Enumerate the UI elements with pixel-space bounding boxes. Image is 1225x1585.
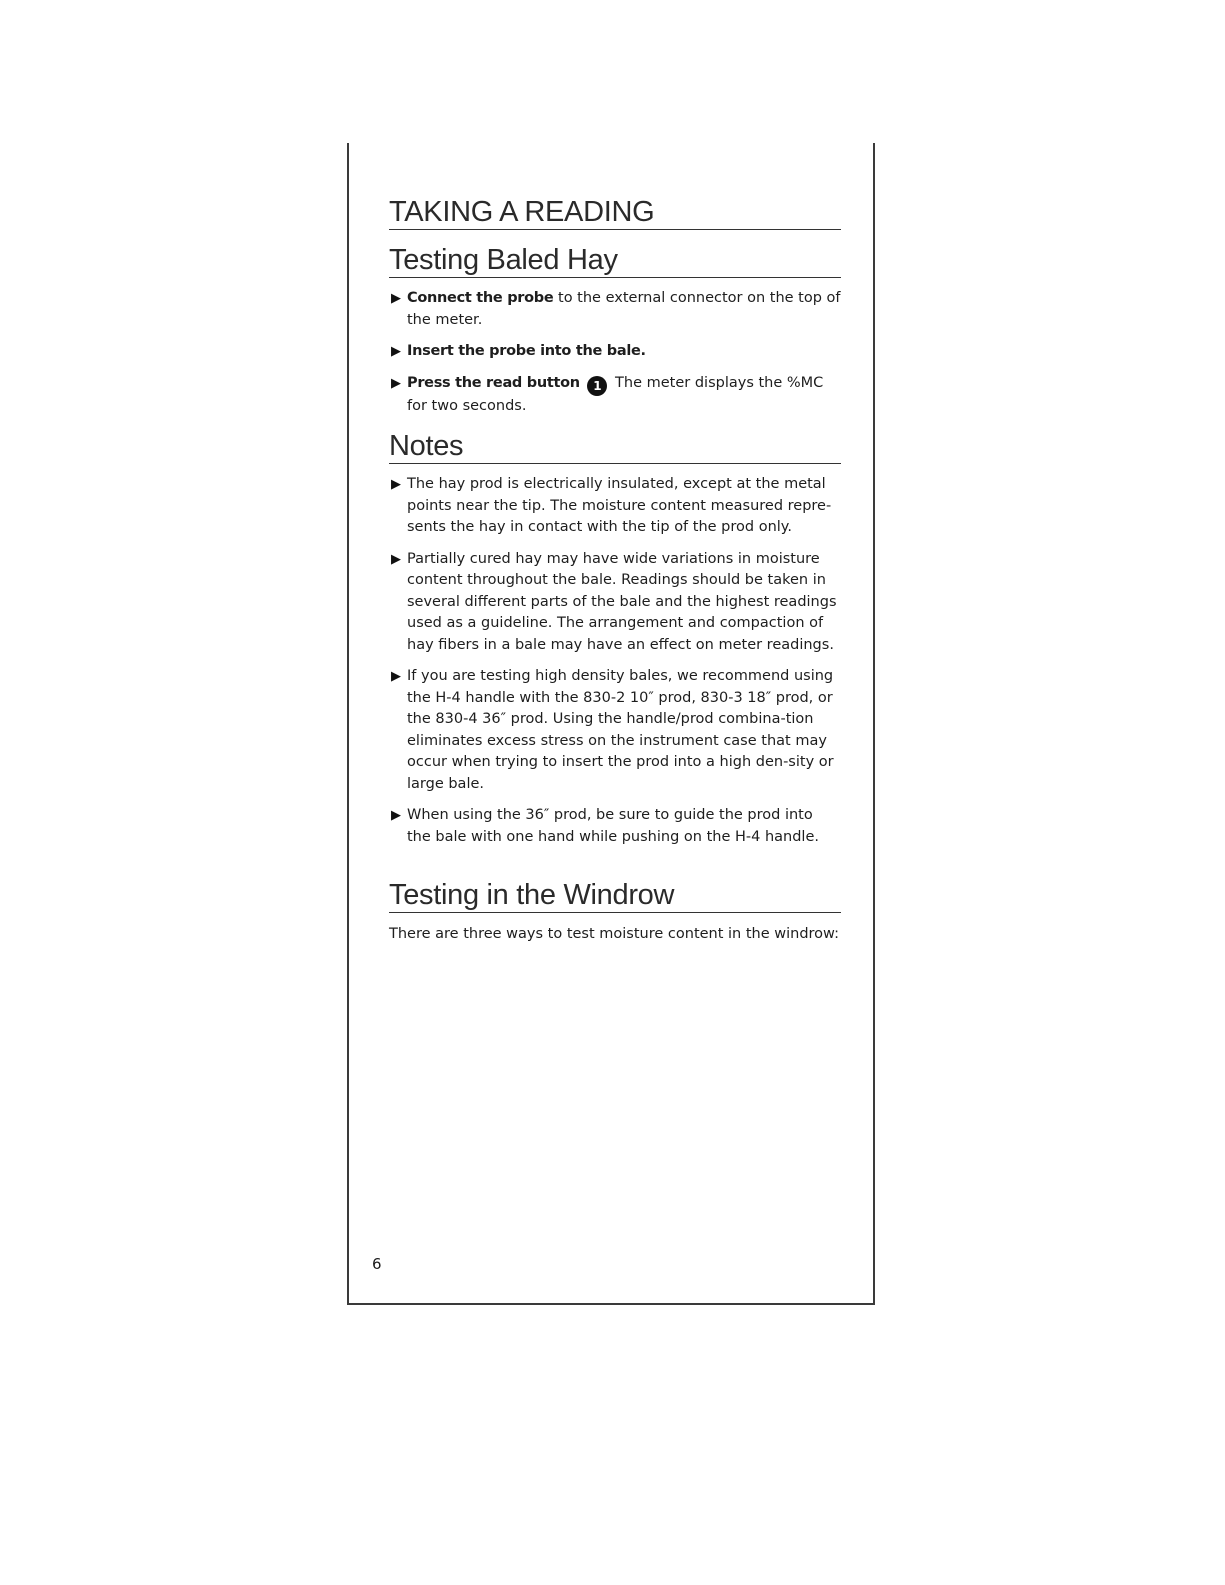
bullet-arrow-icon: ▶ [391,808,401,823]
page-content [389,195,841,960]
step-text: to the external connector on the top of the meter. [407,290,841,328]
step-bold-text: Press the read button [407,374,580,391]
bullet-arrow-icon: ▶ [391,477,401,492]
note-item [389,666,841,795]
bullet-arrow-icon: ▶ [391,669,401,684]
bullet-arrow-icon: ▶ [391,291,401,306]
step-press-read [389,373,841,418]
step-bold-text: Insert the probe into the bale. [407,343,646,359]
page-number: 6 [372,1255,382,1273]
bullet-arrow-icon: ▶ [391,551,401,567]
note-item [389,805,841,848]
read-button-number-icon: 1 [587,376,607,396]
step-insert-probe [389,341,841,363]
windrow-heading: Testing in the Windrow [389,878,841,913]
section-title: TAKING A READING [389,195,841,230]
note-text: Partially cured hay may have wide variations in moisture content throughout the bale. Readings should be taken in several different parts of the bale and the highest readings used as a guideline. The arrangement and compaction of hay fibers in a bale may have an effect on meter readings. [407,550,837,653]
note-text: The hay prod is electrically insulated, except at the metal points near the tip. The moisture content measured repre-sents the hay in contact with the tip of the prod only. [407,476,832,535]
note-text: When using the 36″ prod, be sure to guide the prod into the bale with one hand while pushing on the H-4 handle. [407,807,819,845]
note-item [389,549,841,657]
baled-hay-heading: Testing Baled Hay [389,243,841,278]
windrow-intro: There are three ways to test moisture content in the windrow: [389,926,840,942]
bullet-arrow-icon: ▶ [391,344,401,359]
baled-hay-steps [389,288,841,417]
bullet-arrow-icon: ▶ [391,375,401,391]
step-connect-probe [389,288,841,331]
step-bold-text: Connect the probe [407,290,554,306]
notes-list [389,474,841,848]
note-text: If you are testing high density bales, we recommend using the H-4 handle with the 830-2 10″ prod, 830-3 18″ prod, or the 830-4 36″ prod. Using the handle/prod combina-tion eliminates excess stress on the instrument case that may occur when trying to insert the prod into a high den-sity or large bale. [407,668,834,792]
notes-heading: Notes [389,429,841,464]
note-item [389,474,841,539]
step-text: The meter displays the %MC for two seconds. [407,374,824,414]
